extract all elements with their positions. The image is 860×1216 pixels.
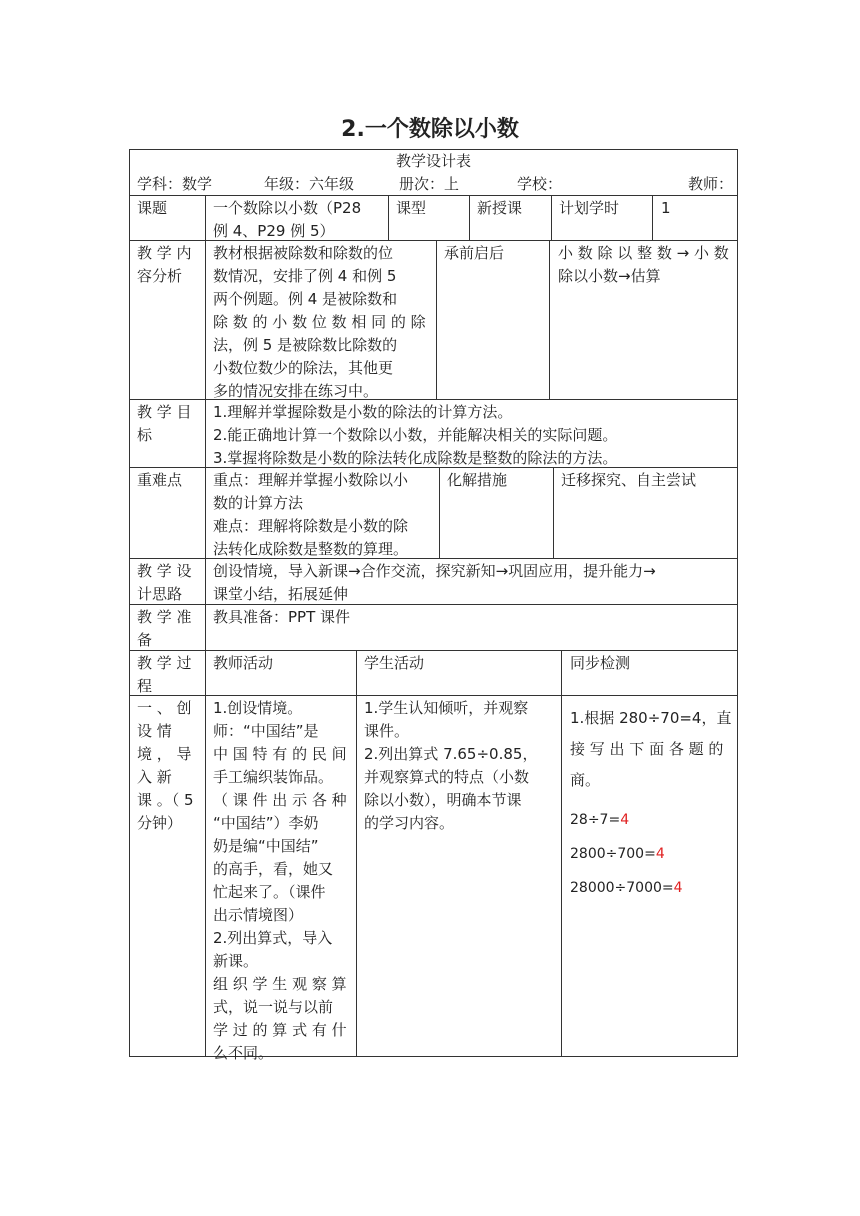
goal-item: 3.掌握将除数是小数的除法转化成除数是整数的除法的方法。 xyxy=(213,449,618,467)
table-border-right xyxy=(737,149,738,1057)
col-divider xyxy=(356,650,357,1057)
col-divider xyxy=(388,195,389,240)
exercise-answer: 4 xyxy=(673,880,683,896)
design-idea-label: 教 学 设 计思路 xyxy=(137,562,192,603)
col-divider xyxy=(561,650,562,1057)
preparation-label: 教 学 准 备 xyxy=(137,608,192,649)
exercise-item: 28000÷7000=4 xyxy=(570,880,683,896)
table-title: 教学设计表 xyxy=(395,152,471,170)
measures-label: 化解措施 xyxy=(447,471,508,489)
exercise-list xyxy=(570,803,683,905)
lesson-type-label: 课型 xyxy=(396,199,427,217)
topic-value: 一个数除以小数（P28 例 4、P29 例 5） xyxy=(213,199,362,240)
content-analysis-text: 教材根据被除数和除数的位 数情况，安排了例 4 和例 5 两个例题。例 4 是被除数和 除 数 的 小 数 位 数 相 同 的 除 法，例 5 是被除数比除数的 小数位数少的除法，其他更 多的情况安排在练习中。 xyxy=(213,244,426,400)
col-divider xyxy=(553,467,554,558)
goal-item: 1.理解并掌握除数是小数的除法的计算方法。 xyxy=(213,403,513,421)
col-divider xyxy=(439,467,440,558)
col-divider xyxy=(436,240,437,399)
link-label: 承前启后 xyxy=(444,244,505,262)
goal-item: 2.能正确地计算一个数除以小数，并能解决相关的实际问题。 xyxy=(213,426,618,444)
row-divider xyxy=(129,650,738,651)
page-title: 2.一个数除以小数 xyxy=(341,117,519,142)
key-points-text: 重点：理解并掌握小数除以小 数的计算方法 难点：理解将除数是小数的除 法转化成除数是整数的算理。 xyxy=(213,471,409,558)
table-border-left xyxy=(129,149,130,1057)
school-field: 学校： xyxy=(517,175,563,193)
planned-hours-value: 1 xyxy=(661,199,671,217)
topic-label: 课题 xyxy=(137,199,168,217)
planned-hours-label: 计划学时 xyxy=(559,199,620,217)
key-points-label: 重难点 xyxy=(137,471,183,489)
teacher-field: 教师： xyxy=(688,175,734,193)
goals-label: 教 学 目 标 xyxy=(137,403,192,444)
student-activity-text: 1.学生认知倾听，并观察 课件。 2.列出算式 7.65÷0.85， 并观察算式的特点（小数 除以小数），明确本节课 的学习内容。 xyxy=(364,699,538,832)
measures-value: 迁移探究、自主尝试 xyxy=(561,471,697,489)
subject-field: 学科：数学 xyxy=(137,175,213,193)
exercise-answer: 4 xyxy=(620,812,630,828)
preparation-text: 教具准备：PPT 课件 xyxy=(213,608,351,626)
teacher-activity-text: 1.创设情境。 师：“中国结”是 中 国 特 有 的 民 间 手工编织装饰品。 （ 课 件 出 示 各 种 “中国结”）李奶 奶是编“中国结” 的高手，看，她又 忙起来了。（课件 出示情境图） 2.列出算式，导入 新课。 组 织 学 生 观 察 算 式，说一说与以前 学 过 的 算 式 有 什 么不同。 xyxy=(213,699,347,1062)
exercise-item: 28÷7=4 xyxy=(570,812,630,828)
row-divider xyxy=(129,695,738,696)
volume-field: 册次：上 xyxy=(399,175,460,193)
col-divider xyxy=(205,195,206,1057)
sync-check-text: 1.根据 280÷70=4，直 接 写 出 下 面 各 题 的 商。 xyxy=(570,709,732,789)
teacher-activity-header: 教师活动 xyxy=(213,654,274,672)
col-divider xyxy=(551,195,552,240)
process-label: 教 学 过 程 xyxy=(137,654,192,695)
sync-check-header: 同步检测 xyxy=(570,654,631,672)
exercise-item: 2800÷700=4 xyxy=(570,846,665,862)
exercise-answer: 4 xyxy=(655,846,665,862)
col-divider xyxy=(652,195,653,240)
lesson-type-value: 新授课 xyxy=(477,199,523,217)
content-analysis-label: 教 学 内 容分析 xyxy=(137,244,192,285)
design-idea-text: 创设情境，导入新课→合作交流，探究新知→巩固应用，提升能力→ 课堂小结，拓展延伸 xyxy=(213,562,656,603)
knowledge-sequence: 小 数 除 以 整 数 → 小 数 除以小数→估算 xyxy=(558,244,729,285)
grade-field: 年级：六年级 xyxy=(264,175,355,193)
col-divider xyxy=(549,240,550,399)
student-activity-header: 学生活动 xyxy=(364,654,425,672)
goals-list xyxy=(213,401,617,470)
col-divider xyxy=(469,195,470,240)
stage-label: 一 、 创 设 情 境 ， 导 入 新 课 。（ 5 分钟） xyxy=(137,699,194,832)
